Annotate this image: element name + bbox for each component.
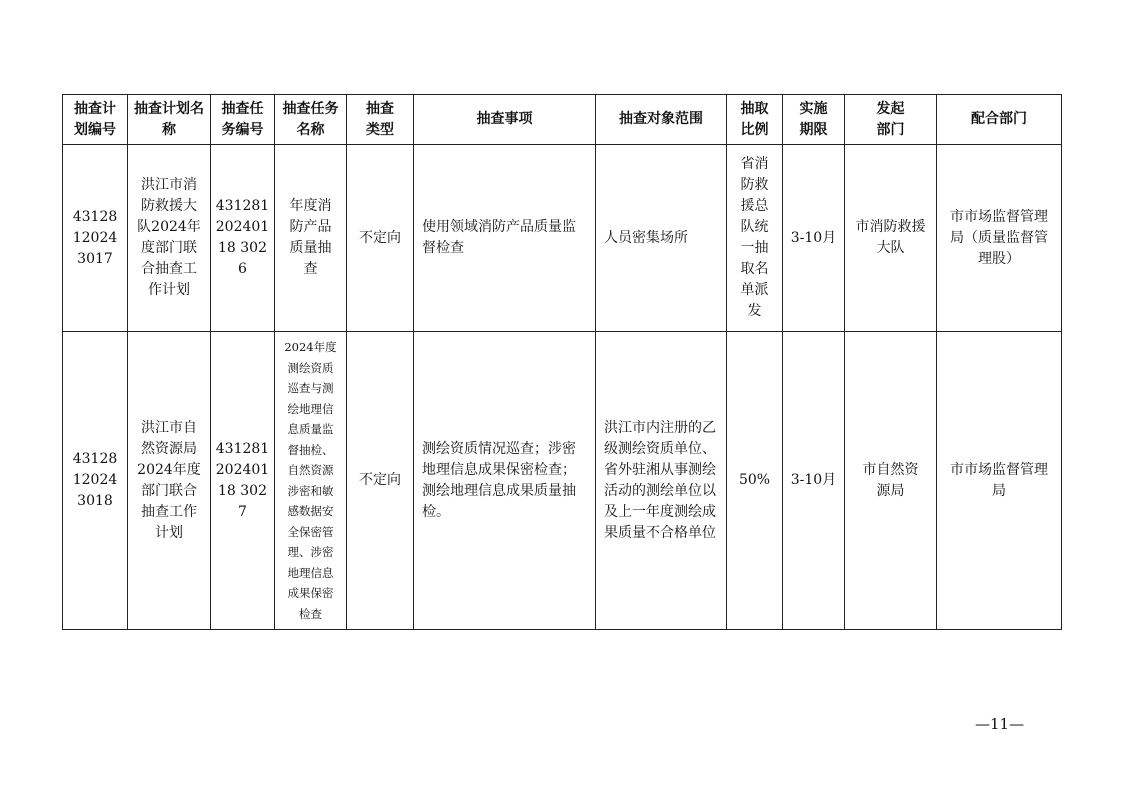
items-cell: 测绘资质情况巡查；涉密地理信息成果保密检查；测绘地理信息成果质量抽检。 [414, 332, 596, 630]
table-row [63, 145, 1062, 332]
plan-name-cell: 洪江市自然资源局2024年度部门联合抽查工作计划 [128, 332, 211, 630]
task-name-cell: 2024年度测绘资质巡查与测绘地理信息质量监督抽检、自然资源涉密和敏感数据安全保密管理、涉密地理信息成果保密检查 [275, 332, 347, 630]
plan-no-cell: 43128120243018 [63, 332, 128, 630]
scope-cell: 人员密集场所 [596, 145, 727, 332]
inspection-plan-table [62, 94, 1062, 630]
task-no-cell: 43128120240118 3027 [211, 332, 275, 630]
ratio-cell: 省消防救援总队统一抽取名单派发 [727, 145, 783, 332]
period-cell: 3-10月 [783, 145, 845, 332]
header-plan-no: 抽查计划编号 [63, 95, 128, 145]
partner-cell: 市市场监督管理局（质量监督管理股） [937, 145, 1062, 332]
header-task-name: 抽查任务名称 [275, 95, 347, 145]
ratio-cell: 50% [727, 332, 783, 630]
initiator-cell: 市消防救援大队 [845, 145, 937, 332]
page-number: —11— [975, 715, 1025, 733]
initiator-cell: 市自然资源局 [845, 332, 937, 630]
table-row [63, 332, 1062, 630]
type-cell: 不定向 [347, 332, 414, 630]
task-name-cell: 年度消防产品质量抽查 [275, 145, 347, 332]
header-row [63, 95, 1062, 145]
items-cell: 使用领域消防产品质量监督检查 [414, 145, 596, 332]
header-task-no: 抽查任务编号 [211, 95, 275, 145]
plan-no-cell: 43128120243017 [63, 145, 128, 332]
header-scope: 抽查对象范围 [596, 95, 727, 145]
scope-cell: 洪江市内注册的乙级测绘资质单位、省外驻湘从事测绘活动的测绘单位以及上一年度测绘成果质量不合格单位 [596, 332, 727, 630]
header-plan-name: 抽查计划名称 [128, 95, 211, 145]
header-type: 抽查类型 [347, 95, 414, 145]
partner-cell: 市市场监督管理局 [937, 332, 1062, 630]
period-cell: 3-10月 [783, 332, 845, 630]
task-no-cell: 43128120240118 3026 [211, 145, 275, 332]
plan-name-cell: 洪江市消防救援大队2024年度部门联合抽查工作计划 [128, 145, 211, 332]
header-period: 实施期限 [783, 95, 845, 145]
header-items: 抽查事项 [414, 95, 596, 145]
header-initiator: 发起部门 [845, 95, 937, 145]
header-ratio: 抽取比例 [727, 95, 783, 145]
header-partner: 配合部门 [937, 95, 1062, 145]
type-cell: 不定向 [347, 145, 414, 332]
